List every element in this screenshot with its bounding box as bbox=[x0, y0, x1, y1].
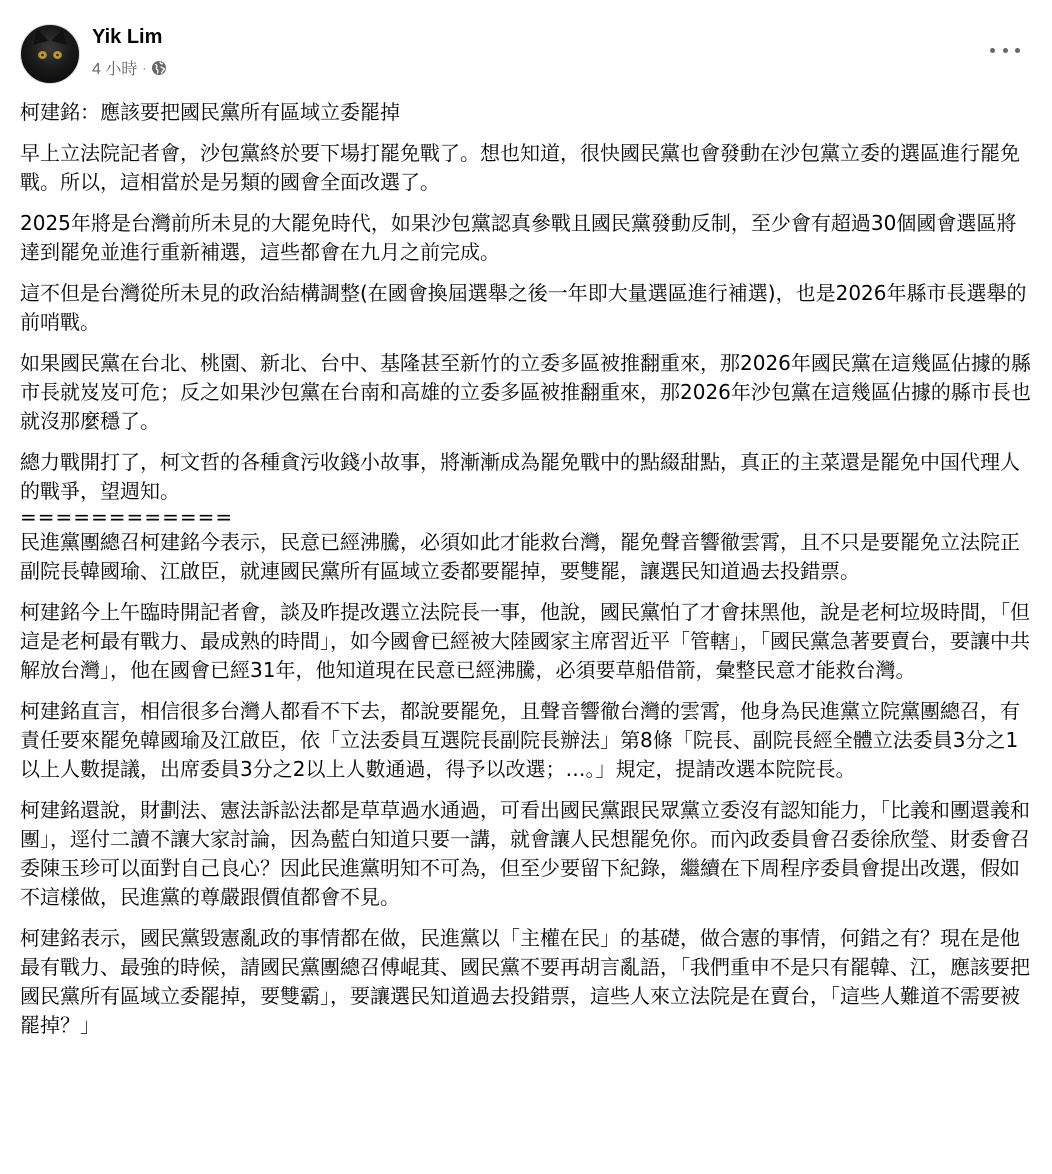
post-paragraph: 這不但是台灣從所未見的政治結構調整(在國會換屆選舉之後一年即大量選區進行補選)，也是2026年縣市長選舉的前哨戰。 bbox=[20, 281, 1027, 334]
post-header bbox=[20, 22, 1032, 84]
avatar-ear-right bbox=[51, 27, 70, 45]
more-horizontal-icon[interactable] bbox=[990, 40, 1020, 60]
more-dot bbox=[990, 48, 995, 53]
post-paragraph: 早上立法院記者會，沙包黨終於要下場打罷免戰了。想也知道，很快國民黨也會發動在沙包黨立委的選區進行罷免戰。所以，這相當於是另類的國會全面改選了。 bbox=[20, 141, 1020, 194]
black-cat-avatar[interactable] bbox=[20, 24, 80, 84]
post-body bbox=[20, 98, 1032, 1052]
post-paragraph: 總力戰開打了，柯文哲的各種貪污收錢小故事，將漸漸成為罷免戰中的點綴甜點，真正的主菜還是罷免中国代理人的戰爭，望週知。 bbox=[20, 450, 1020, 503]
post-timestamp[interactable]: 4 小時 bbox=[92, 61, 138, 78]
post-meta bbox=[92, 56, 167, 79]
post-separator: ============ bbox=[20, 505, 234, 529]
post-paragraph: 民進黨團總召柯建銘今表示，民意已經沸騰，必須如此才能救台灣，罷免聲音響徹雲霄，且不只是要罷免立法院正副院長韓國瑜、江啟臣，就連國民黨所有區域立委都要罷掉，要雙罷，讓選民知道過去投錯票。 bbox=[20, 530, 1020, 583]
post-paragraph: 柯建銘還說，財劃法、憲法訴訟法都是草草過水通過，可看出國民黨跟民眾黨立委沒有認知能力，「比義和團還義和團」，逕付二讀不讓大家討論，因為藍白知道只要一講，就會讓人民想罷免你。而內政委員會召委徐欣瑩、財委會召委陳玉珍可以面對自己良心？因此民進黨明知不可為，但至少要留下紀錄，繼續在下周程序委員會提出改選，假如不這樣做，民進黨的尊嚴跟價值都會不見。 bbox=[20, 798, 1030, 909]
avatar-eye-left bbox=[38, 51, 47, 59]
post-paragraph: 柯建銘今上午臨時開記者會，談及昨提改選立法院長一事，他說，國民黨怕了才會抹黑他，說是老柯垃圾時間，「但這是老柯最有戰力、最成熟的時間」，如今國會已經被大陸國家主席習近平「管轄」，「國民黨急著要賣台，要讓中共解放台灣」，他在國會已經31年，他知道現在民意已經沸騰，必須要草船借箭，彙整民意才能救台灣。 bbox=[20, 600, 1030, 682]
meta-separator: · bbox=[142, 60, 147, 75]
post-paragraph: 如果國民黨在台北、桃園、新北、台中、基隆甚至新竹的立委多區被推翻重來，那2026年國民黨在這幾區佔據的縣市長就岌岌可危；反之如果沙包黨在台南和高雄的立委多區被推翻重來，那2026年沙包黨在這幾區佔據的縣市長也就沒那麼穩了。 bbox=[20, 351, 1031, 433]
author-name[interactable]: Yik Lim bbox=[92, 26, 163, 48]
avatar-eye-right bbox=[53, 51, 62, 59]
post-paragraph: 柯建銘：應該要把國民黨所有區域立委罷掉 bbox=[20, 100, 400, 124]
avatar-ear-left bbox=[29, 27, 48, 45]
globe-icon[interactable] bbox=[151, 60, 167, 76]
post-paragraph: 柯建銘直言，相信很多台灣人都看不下去，都說要罷免，且聲音響徹台灣的雲霄，他身為民進黨立院黨團總召，有責任要來罷免韓國瑜及江啟臣，依「立法委員互選院長副院長辦法」第8條「院長、副院長經全體立法委員3分之1以上人數提議，出席委員3分之2以上人數通過，得予以改選；…。」規定，提請改選本院院長。 bbox=[20, 699, 1020, 781]
more-dot bbox=[1015, 48, 1020, 53]
post-paragraph: 2025年將是台灣前所未見的大罷免時代，如果沙包黨認真參戰且國民黨發動反制，至少會有超過30個國會選區將達到罷免並進行重新補選，這些都會在九月之前完成。 bbox=[20, 211, 1017, 264]
post-paragraph: 柯建銘表示，國民黨毀憲亂政的事情都在做，民進黨以「主權在民」的基礎，做合憲的事情，何錯之有？現在是他最有戰力、最強的時候，請國民黨團總召傅崐萁、國民黨不要再胡言亂語，「我們重申不是只有罷韓、江，應該要把國民黨所有區域立委罷掉，要雙霸」，要讓選民知道過去投錯票，這些人來立法院是在賣台，「這些人難道不需要被罷掉？」 bbox=[20, 926, 1030, 1037]
more-dot bbox=[1003, 48, 1008, 53]
